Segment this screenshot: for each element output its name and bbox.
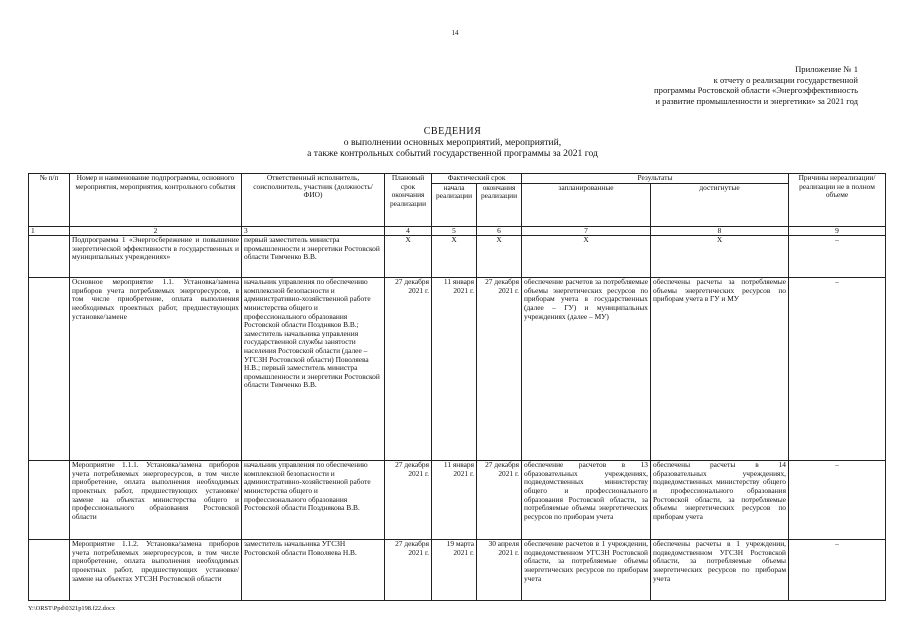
cell-fact-end: 27 декабря 2021 г. xyxy=(477,461,522,540)
cell-responsible: первый заместитель министра промышленности и энергетики Ростовской области Тимченко В.В. xyxy=(242,236,385,278)
cell-fact-end: 30 апреля 2021 г. xyxy=(477,540,522,601)
document-title xyxy=(0,126,905,159)
column-number: 7 xyxy=(522,226,651,236)
title-line: СВЕДЕНИЯ xyxy=(423,126,482,137)
cell-fact-end: X xyxy=(477,236,522,278)
cell-planned: обеспечение расчетов в 13 образовательных учреждениях, подведомственных министерству общего и профессионального образования Ростовской области, за потребляемые объемы энергетических ресурсов по приборам учета xyxy=(522,461,651,540)
header-row xyxy=(29,174,886,184)
file-path-footer: Y:\ORST\Ppd\0321p198.f22.docx xyxy=(28,605,116,612)
cell-name: Мероприятие 1.1.1. Установка/замена приборов учета потребляемых энергоресурсов, в том числе приобретение, оплата выполнения необходимых проектных работ, предшествующих установке/замене на объектах министерства общего и профессионального образования Ростовской области xyxy=(70,461,242,540)
cell-achieved: обеспечены расчеты за потребляемые объемы энергетических ресурсов по приборам учета в ГУ и МУ xyxy=(651,278,789,461)
column-number-row xyxy=(29,226,886,236)
appendix-line: к отчету о реализации государственной xyxy=(713,74,858,85)
header-responsible: Ответственный исполнитель, соисполнитель, участник (должность/ФИО) xyxy=(242,174,385,227)
table-row xyxy=(29,236,886,278)
report-table xyxy=(28,173,886,601)
cell-fact-start: X xyxy=(432,236,477,278)
header-reasons: Причины нереализации/ реализации не в полном объеме xyxy=(789,174,886,227)
header-fact-end: окончания реализации xyxy=(477,183,522,226)
cell-planned: обеспечение расчетов за потребляемые объемы энергетических ресурсов по приборам учета в государственных (далее – ГУ) и муниципальных учреждениях (далее – МУ) xyxy=(522,278,651,461)
column-number: 4 xyxy=(385,226,432,236)
cell-plan-date: 27 декабря 2021 г. xyxy=(385,461,432,540)
cell-num xyxy=(29,236,70,278)
cell-responsible: начальник управления по обеспечению комплексной безопасности и административно-хозяйственной работе министерства общего и профессионального образования Ростовской области Позднякова В.В. xyxy=(242,461,385,540)
cell-fact-end: 27 декабря 2021 г. xyxy=(477,278,522,461)
cell-fact-start: 19 марта 2021 г. xyxy=(432,540,477,601)
cell-plan-date: 27 декабря 2021 г. xyxy=(385,278,432,461)
cell-num xyxy=(29,278,70,461)
cell-plan-date: X xyxy=(385,236,432,278)
header-num: № п/п xyxy=(29,174,70,227)
cell-reason: – xyxy=(789,461,886,540)
column-number: 9 xyxy=(789,226,886,236)
cell-achieved: X xyxy=(651,236,789,278)
cell-fact-start: 11 января 2021 г. xyxy=(432,278,477,461)
page-number: 14 xyxy=(451,29,459,37)
cell-responsible: заместитель начальника УГСЗН Ростовской области Поволяева Н.В. xyxy=(242,540,385,601)
header-fact-start: начала реализации xyxy=(432,183,477,226)
header-planned: запланированные xyxy=(522,183,651,226)
cell-name: Основное мероприятие 1.1. Установка/замена приборов учета потребляемых энергоресурсов, в том числе приобретение, оплата выполнения необходимых проектных работ, предшествующих установке/замене xyxy=(70,278,242,461)
column-number: 3 xyxy=(242,226,385,236)
cell-name: Мероприятие 1.1.2. Установка/замена приборов учета потребляемых энергоресурсов, в том числе приобретение, оплата выполнения необходимых проектных работ, предшествующих установке/замене на объектах УГСЗН Ростовской области xyxy=(70,540,242,601)
cell-achieved: обеспечены расчеты в 1 учреждении, подведомственном УГСЗН Ростовской области, за потребляемые объемы энергетических ресурсов по приборам учета xyxy=(651,540,789,601)
cell-responsible: начальник управления по обеспечению комплексной безопасности и административно-хозяйственной работе министерства общего и профессионального образования Ростовской области Поздняков В.В.; заместитель начальника управления государственной службы занятости населения Ростовской области (далее – УГСЗН Ростовской области) Поволяева Н.В.; первый заместитель министра промышленности и энергетики Ростовской области Тимченко В.В. xyxy=(242,278,385,461)
cell-reason: – xyxy=(789,278,886,461)
column-number: 8 xyxy=(651,226,789,236)
title-line: а также контрольных событий государственной программы за 2021 год xyxy=(307,148,598,159)
appendix-heading xyxy=(558,64,858,106)
header-name: Номер и наименование подпрограммы, основного мероприятия, мероприятия, контрольного события xyxy=(70,174,242,227)
table-row xyxy=(29,540,886,601)
appendix-line: Приложение № 1 xyxy=(795,64,858,74)
cell-num xyxy=(29,461,70,540)
table-row xyxy=(29,278,886,461)
cell-planned: X xyxy=(522,236,651,278)
cell-name: Подпрограмма 1 «Энергосбережение и повышение энергетической эффективности в государственных и муниципальных учреждениях» xyxy=(70,236,242,278)
cell-reason: – xyxy=(789,236,886,278)
header-results: Результаты xyxy=(522,174,789,184)
cell-num xyxy=(29,540,70,601)
header-achieved: достигнутые xyxy=(651,183,789,226)
appendix-line: программы Ростовской области «Энергоэффективность xyxy=(654,85,858,95)
column-number: 5 xyxy=(432,226,477,236)
column-number: 6 xyxy=(477,226,522,236)
title-line: о выполнении основных мероприятий, мероприятий, xyxy=(343,137,562,148)
appendix-line: и развитие промышленности и энергетики» за 2021 год xyxy=(655,95,858,106)
column-number: 1 xyxy=(29,226,70,236)
cell-planned: обеспечение расчетов в 1 учреждении, подведомственном УГСЗН Ростовской области, за потребляемые объемы энергетических ресурсов по приборам учета xyxy=(522,540,651,601)
column-number: 2 xyxy=(70,226,242,236)
cell-plan-date: 27 декабря 2021 г. xyxy=(385,540,432,601)
header-fact-period: Фактический срок xyxy=(432,174,522,184)
cell-fact-start: 11 января 2021 г. xyxy=(432,461,477,540)
table-row xyxy=(29,461,886,540)
cell-reason: – xyxy=(789,540,886,601)
cell-achieved: обеспечены расчеты в 14 образовательных учреждениях, подведомственных министерству общего и профессионального образования Ростовской области, за потребляемые объемы энергетических ресурсов по приборам учета xyxy=(651,461,789,540)
header-plan-date: Плановый срок окончания реализации xyxy=(385,174,432,227)
